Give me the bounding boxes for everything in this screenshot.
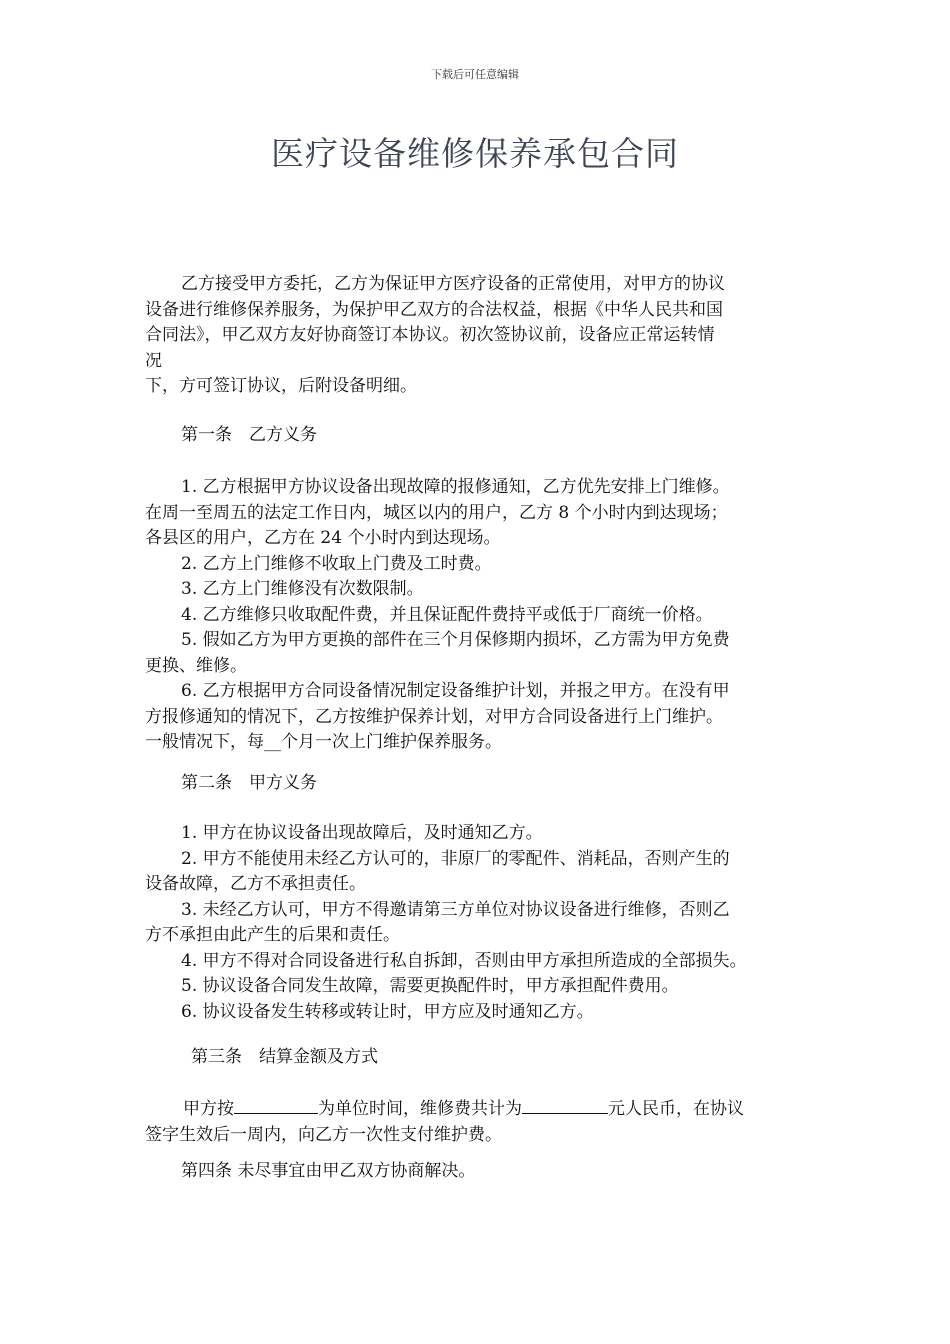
clause-line: 更换、维修。 <box>145 655 247 676</box>
section-heading: 第一条 乙方义务 <box>181 425 317 445</box>
clause-line: 4. 甲方不得对合同设备进行私自拆卸，否则由甲方承担所造成的全部损失。 <box>181 950 747 971</box>
intro-line: 乙方接受甲方委托，乙方为保证甲方医疗设备的正常使用，对甲方的协议 <box>181 274 725 294</box>
clause-line: 方不承担由此产生的后果和责任。 <box>145 925 400 945</box>
clause-line: 在周一至周五的法定工作日内，城区以内的用户，乙方 8 个小时内到达现场； <box>145 502 728 523</box>
intro-line: 况 <box>145 350 162 371</box>
clause-line: 4. 乙方维修只收取配件费，并且保证配件费持平或低于厂商统一价格。 <box>181 604 713 625</box>
header-note: 下载后可任意编辑 <box>431 68 519 81</box>
clause-line: 5. 协议设备合同发生故障，需要更换配件时，甲方承担配件费用。 <box>181 976 679 996</box>
clause-line: 3. 未经乙方认可，甲方不得邀请第三方单位对协议设备进行维修，否则乙 <box>181 899 730 920</box>
section-heading: 第二条 甲方义务 <box>181 773 317 793</box>
intro-line: 设备进行维修保养服务，为保护甲乙双方的合法权益，根据《中华人民共和国 <box>145 299 723 320</box>
article-2-body <box>145 821 815 1025</box>
article-2-heading <box>145 771 815 797</box>
clause-line: 1. 甲方在协议设备出现故障后，及时通知乙方。 <box>181 823 543 843</box>
article-3-heading <box>145 1045 815 1071</box>
blank-field-amount <box>522 1095 608 1114</box>
clause-text: 元人民币，在协议 <box>608 1099 744 1119</box>
section-heading: 第四条 未尽事宜由甲乙双方协商解决。 <box>181 1161 476 1181</box>
intro-paragraph <box>145 272 815 400</box>
document-title: 医疗设备维修保养承包合同 <box>271 134 679 173</box>
clause-line: 6. 协议设备发生转移或转让时，甲方应及时通知乙方。 <box>181 1001 594 1022</box>
article-4 <box>145 1159 815 1185</box>
clause-line: 5. 假如乙方为甲方更换的部件在三个月保修期内损坏，乙方需为甲方免费 <box>181 630 730 650</box>
clause-text: 甲方按 <box>183 1099 234 1119</box>
article-1-body <box>145 475 815 756</box>
clause-line <box>145 1095 815 1123</box>
clause-line: 1. 乙方根据甲方协议设备出现故障的报修通知，乙方优先安排上门维修。 <box>181 477 730 497</box>
clause-line: 设备故障，乙方不承担责任。 <box>145 874 366 894</box>
clause-line: 一般情况下，每__个月一次上门维护保养服务。 <box>145 732 502 752</box>
clause-line: 6. 乙方根据甲方合同设备情况制定设备维护计划，并报之甲方。在没有甲 <box>181 681 730 701</box>
clause-line: 方报修通知的情况下，乙方按维护保养计划，对甲方合同设备进行上门维护。 <box>145 706 723 727</box>
article-3-body <box>145 1095 815 1148</box>
clause-line: 签字生效后一周内，向乙方一次性支付维护费。 <box>145 1124 502 1145</box>
article-1-heading <box>145 423 815 449</box>
intro-line: 下，方可签订协议，后附设备明细。 <box>145 376 417 396</box>
clause-line: 3. 乙方上门维修没有次数限制。 <box>181 579 424 599</box>
clause-line: 2. 甲方不能使用未经乙方认可的，非原厂的零配件、消耗品，否则产生的 <box>181 848 730 869</box>
blank-field-time-unit <box>234 1095 318 1114</box>
clause-line: 各县区的用户，乙方在 24 个小时内到达现场。 <box>145 528 501 548</box>
intro-line: 合同法》，甲乙双方友好协商签订本协议。初次签协议前，设备应正常运转情 <box>145 325 715 345</box>
section-heading: 第三条 结算金额及方式 <box>191 1047 378 1067</box>
clause-text: 为单位时间，维修费共计为 <box>318 1099 522 1119</box>
clause-line: 2. 乙方上门维修不收取上门费及工时费。 <box>181 553 492 574</box>
